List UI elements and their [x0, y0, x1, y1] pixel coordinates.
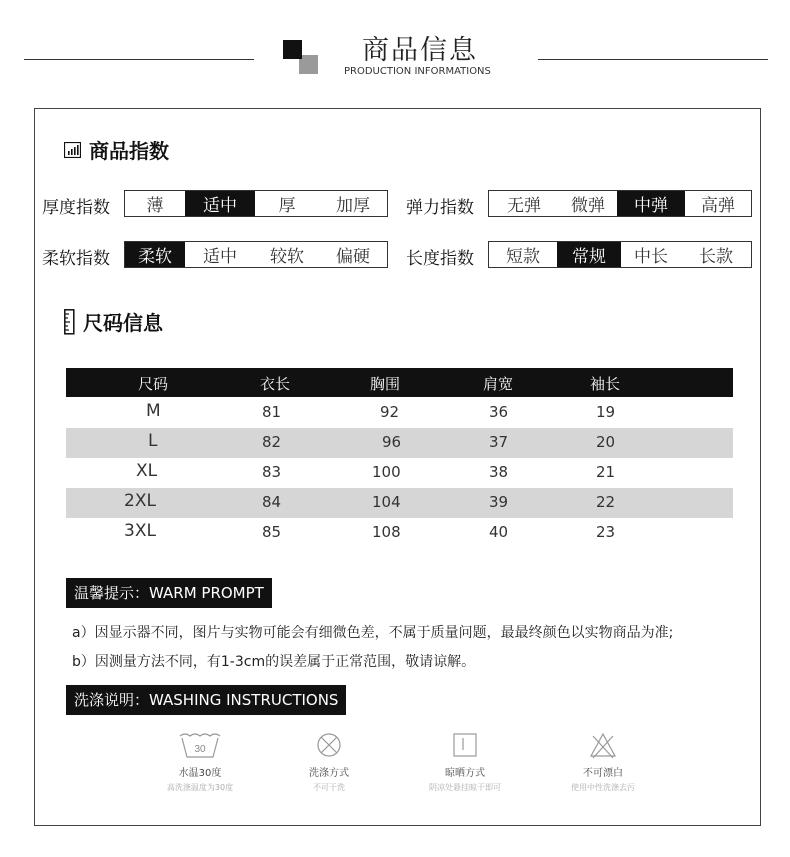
wash-item-name: 晾晒方式 — [445, 768, 485, 779]
index-option: 适中 — [203, 247, 237, 267]
table-cell: 22 — [596, 493, 616, 511]
table-cell: 40 — [489, 523, 509, 541]
wash-item-sub: 不可干洗 — [313, 783, 345, 792]
size-col-header: 胸围 — [370, 375, 401, 393]
table-cell: 37 — [489, 433, 509, 451]
table-cell: 23 — [596, 523, 616, 541]
index-option: 短款 — [506, 247, 540, 267]
index-option: 较软 — [270, 247, 304, 267]
table-cell: 21 — [596, 463, 616, 481]
no-wash-icon — [307, 730, 351, 760]
table-cell: 100 — [372, 463, 401, 481]
index-scale — [488, 190, 752, 217]
index-label: 柔软指数 — [42, 249, 110, 269]
table-cell: 39 — [489, 493, 509, 511]
header-right-rule — [538, 59, 768, 60]
wash-item-sub: 阴凉处悬挂晾干即可 — [429, 783, 501, 792]
table-cell: L — [148, 431, 158, 451]
wash-item-sub: 高洗涤温度为30度 — [166, 783, 234, 792]
index-option: 加厚 — [336, 196, 370, 216]
index-option: 适中 — [185, 191, 255, 216]
index-section-label: 商品指数 — [89, 139, 169, 163]
table-cell: 81 — [262, 403, 282, 421]
wash-item-bleach — [548, 730, 658, 793]
size-section-title — [64, 307, 163, 336]
table-cell: 3XL — [124, 521, 156, 541]
table-cell: 84 — [262, 493, 282, 511]
index-label: 弹力指数 — [406, 198, 474, 218]
page-title: 商品信息 — [362, 35, 478, 66]
warm-prompt-tag: 温馨提示：WARM PROMPT — [66, 578, 272, 608]
table-row — [66, 398, 733, 428]
index-option: 柔软 — [125, 242, 185, 267]
no-bleach-icon — [581, 730, 625, 760]
table-cell: M — [146, 401, 161, 421]
table-cell: 92 — [380, 403, 400, 421]
index-scale — [124, 190, 388, 217]
index-section-title — [64, 135, 169, 164]
table-cell: 82 — [262, 433, 282, 451]
index-label: 厚度指数 — [42, 198, 110, 218]
wash-30-icon — [178, 730, 222, 760]
table-cell: 96 — [382, 433, 402, 451]
table-cell: 38 — [489, 463, 509, 481]
table-row — [66, 458, 733, 488]
index-option: 中弹 — [617, 191, 685, 216]
size-col-header: 衣长 — [260, 375, 291, 393]
index-label: 长度指数 — [406, 249, 474, 269]
wash-temp-number: 30 — [194, 744, 206, 755]
size-section-label: 尺码信息 — [83, 311, 163, 335]
wash-item-method — [274, 730, 384, 793]
table-cell: 83 — [262, 463, 282, 481]
table-cell: 20 — [596, 433, 616, 451]
bar-chart-icon — [64, 142, 81, 158]
wash-item-temperature — [145, 730, 255, 793]
index-option: 无弹 — [507, 196, 541, 216]
size-col-header: 尺码 — [138, 375, 169, 393]
index-option: 常规 — [557, 242, 621, 267]
index-option: 微弹 — [571, 196, 605, 216]
wash-item-name: 洗涤方式 — [309, 768, 349, 779]
size-col-header: 袖长 — [590, 375, 621, 393]
table-row — [66, 488, 733, 518]
wash-item-sub: 使用中性洗涤去污 — [571, 783, 635, 792]
table-cell: XL — [136, 461, 158, 481]
index-option: 长款 — [699, 247, 733, 267]
index-option: 中长 — [634, 247, 668, 267]
table-cell: 85 — [262, 523, 282, 541]
size-col-header: 肩宽 — [483, 375, 514, 393]
table-cell: 2XL — [124, 491, 156, 511]
size-table-header — [66, 368, 733, 397]
index-option: 薄 — [146, 196, 164, 216]
index-scale — [488, 241, 752, 268]
table-row — [66, 428, 733, 458]
index-scale — [124, 241, 388, 268]
table-cell: 36 — [489, 403, 509, 421]
header-deco-black-square — [283, 40, 302, 59]
page-subtitle: PRODUCTION INFORMATIONS — [344, 66, 491, 77]
wash-item-drying — [410, 730, 520, 793]
hang-dry-icon — [443, 730, 487, 760]
table-row — [66, 518, 733, 548]
ruler-icon — [64, 309, 75, 335]
header-left-rule — [24, 59, 254, 60]
wash-item-name: 水温30度 — [178, 768, 222, 779]
washing-tag: 洗涤说明：WASHING INSTRUCTIONS — [66, 685, 346, 715]
table-cell: 19 — [596, 403, 616, 421]
index-option: 高弹 — [701, 196, 735, 216]
index-option: 偏硬 — [336, 247, 370, 267]
prompt-note-a: a）因显示器不同，图片与实物可能会有细微色差，不属于质量问题，最最终颜色以实物商品为准; — [72, 625, 674, 641]
table-cell: 104 — [372, 493, 401, 511]
index-option: 厚 — [278, 196, 296, 216]
table-cell: 108 — [372, 523, 401, 541]
wash-item-name: 不可漂白 — [583, 768, 623, 779]
prompt-note-b: b）因测量方法不同，有1-3cm的误差属于正常范围，敬请谅解。 — [72, 654, 476, 670]
